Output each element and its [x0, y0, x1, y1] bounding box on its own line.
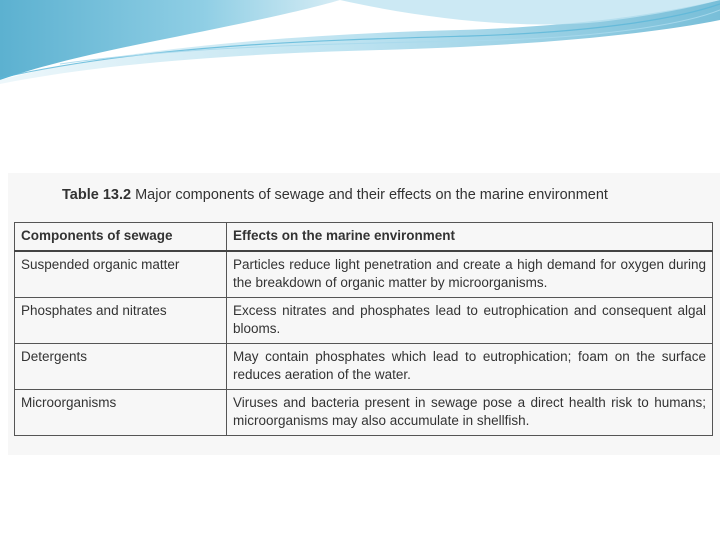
table-figure — [8, 173, 720, 455]
table-caption — [62, 187, 608, 203]
table-caption-number: Table 13.2 — [62, 187, 132, 203]
header-components: Components of sewage — [15, 223, 227, 252]
header-effects: Effects on the marine environment — [227, 223, 713, 252]
effect-cell: Excess nitrates and phosphates lead to eutrophication and consequent algal blooms. — [227, 298, 713, 344]
header-swoosh-decoration — [0, 0, 720, 90]
table-row — [15, 390, 713, 436]
component-cell: Suspended organic matter — [15, 251, 227, 298]
component-cell: Phosphates and nitrates — [15, 298, 227, 344]
table-header-row — [15, 223, 713, 252]
sewage-components-table — [14, 222, 713, 436]
table-caption-text: Major components of sewage and their effects on the marine environment — [135, 187, 608, 203]
effect-cell: Viruses and bacteria present in sewage pose a direct health risk to humans; microorganisms may also accumulate in shellfish. — [227, 390, 713, 436]
effect-cell: May contain phosphates which lead to eutrophication; foam on the surface reduces aeration of the water. — [227, 344, 713, 390]
effect-cell: Particles reduce light penetration and create a high demand for oxygen during the breakdown of organic matter by microorganisms. — [227, 251, 713, 298]
table-row — [15, 344, 713, 390]
table-row — [15, 298, 713, 344]
component-cell: Microorganisms — [15, 390, 227, 436]
table-row — [15, 251, 713, 298]
component-cell: Detergents — [15, 344, 227, 390]
